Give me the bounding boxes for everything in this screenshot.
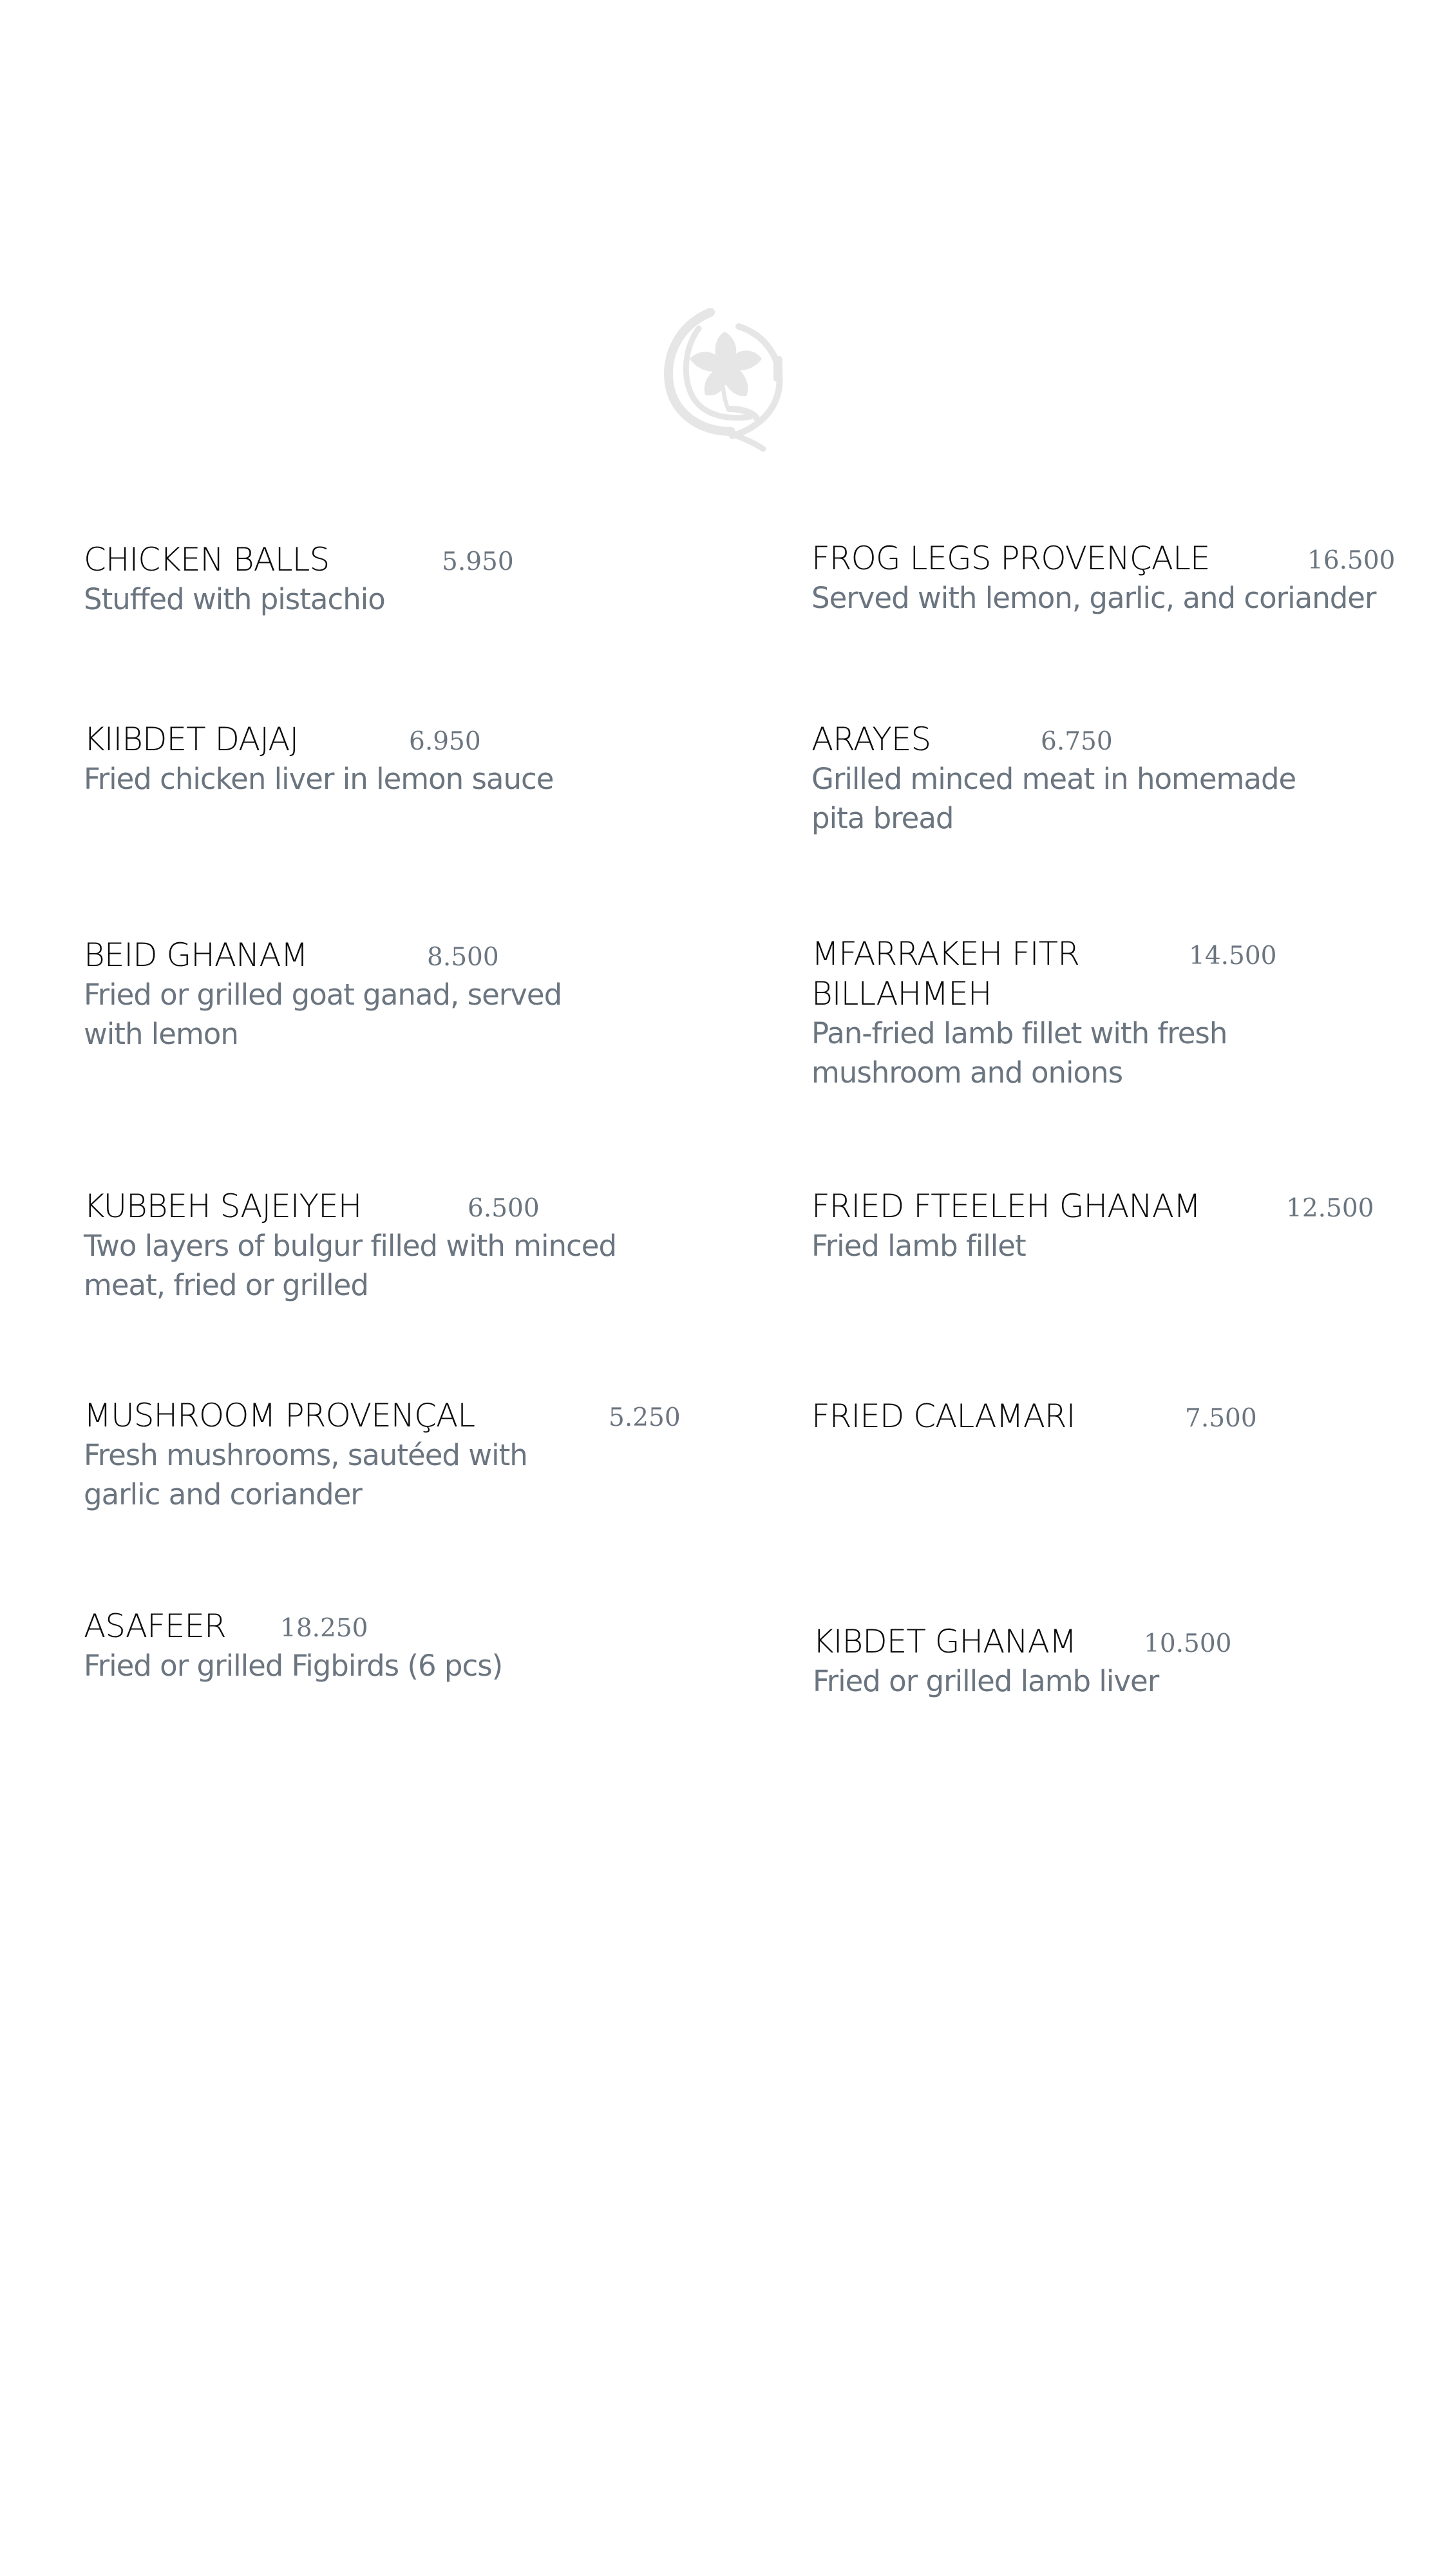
- item-price: 14.500: [1189, 942, 1277, 971]
- item-description: Fried chicken liver in lemon sauce: [84, 762, 554, 796]
- item-price: 5.950: [442, 547, 514, 576]
- item-description: Pan-fried lamb fillet with fresh mushroom and onions: [811, 1016, 1227, 1090]
- menu-item: [84, 1186, 702, 1315]
- item-name: KUBBEH SAJEIYEH: [84, 1188, 362, 1225]
- item-price: 7.500: [1185, 1404, 1257, 1433]
- item-name: CHICKEN BALLS: [84, 541, 330, 578]
- menu-item: [84, 719, 702, 810]
- item-name: ASAFEER: [84, 1607, 226, 1645]
- item-description: Fried or grilled goat ganad, served with lemon: [84, 978, 562, 1051]
- item-name: BEID GHANAM: [84, 936, 308, 974]
- item-price: 18.250: [280, 1614, 368, 1643]
- restaurant-logo: [660, 299, 789, 454]
- item-description: Stuffed with pistachio: [84, 582, 385, 616]
- item-price: 6.950: [409, 727, 481, 756]
- menu-item: [811, 719, 1430, 848]
- menu-item: [84, 1606, 702, 1696]
- menu-item: [811, 1186, 1430, 1276]
- item-description: Fried or grilled lamb liver: [813, 1664, 1159, 1698]
- menu-item: [811, 1396, 1430, 1448]
- menu-item: [813, 1622, 1431, 1712]
- item-description: Served with lemon, garlic, and coriander: [811, 581, 1376, 615]
- item-name: FRIED FTEELEH GHANAM: [811, 1188, 1201, 1225]
- item-price: 6.500: [468, 1194, 540, 1223]
- item-price: 12.500: [1286, 1194, 1374, 1223]
- flower-emblem-icon: [660, 299, 789, 454]
- item-name: MFARRAKEH FITR BILLAHMEH: [811, 935, 1079, 1012]
- item-price: 10.500: [1144, 1629, 1232, 1658]
- item-name: ARAYES: [811, 721, 931, 758]
- item-name: FROG LEGS PROVENÇALE: [811, 540, 1210, 577]
- item-name: KIIBDET DAJAJ: [84, 721, 299, 758]
- item-name: FRIED CALAMARI: [811, 1397, 1075, 1435]
- item-price: 8.500: [427, 943, 499, 972]
- item-name: MUSHROOM PROVENÇAL: [84, 1397, 475, 1434]
- item-description: Grilled minced meat in homemade pita bread: [811, 762, 1296, 835]
- item-price: 16.500: [1307, 546, 1396, 575]
- item-description: Fried or grilled Figbirds (6 pcs): [84, 1649, 503, 1683]
- menu-item: [84, 1396, 702, 1524]
- menu-item: [84, 540, 702, 630]
- menu-item: [811, 934, 1430, 1101]
- item-price: 5.250: [609, 1403, 681, 1432]
- item-description: Two layers of bulgur filled with minced meat, fried or grilled: [84, 1229, 617, 1302]
- menu-item: [811, 538, 1430, 629]
- item-description: Fried lamb fillet: [811, 1229, 1026, 1263]
- item-name: KIBDET GHANAM: [813, 1623, 1077, 1660]
- item-description: Fresh mushrooms, sautéed with garlic and coriander: [84, 1438, 527, 1511]
- menu-item: [84, 935, 702, 1064]
- item-price: 6.750: [1041, 727, 1113, 756]
